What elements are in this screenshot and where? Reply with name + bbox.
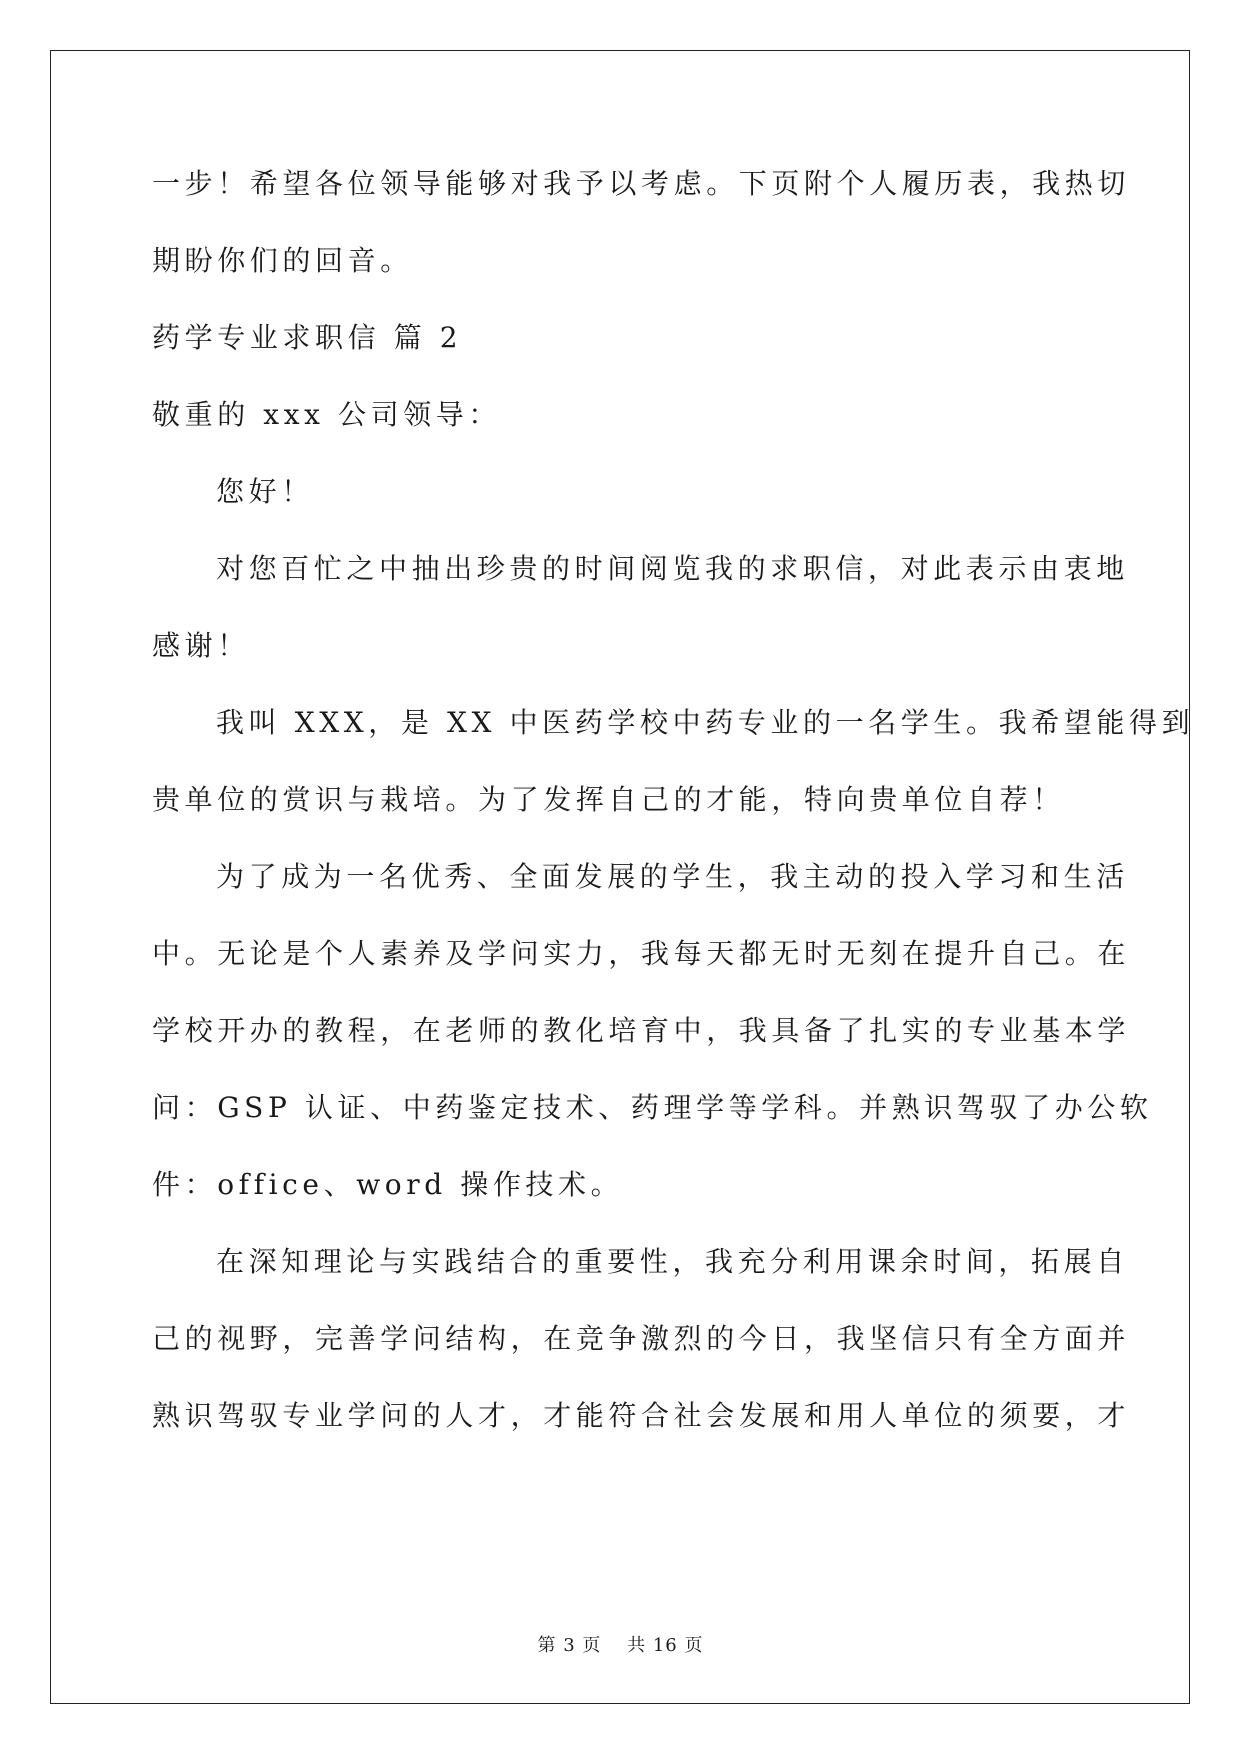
- text-line: 熟识驾驭专业学问的人才，才能符合社会发展和用人单位的须要，才: [152, 1399, 1131, 1432]
- text-line: 我叫 XXX，是 XX 中医药学校中药专业的一名学生。我希望能得到: [216, 706, 1195, 739]
- text-line: 学校开办的教程，在老师的教化培育中，我具备了扎实的专业基本学: [152, 1014, 1131, 1047]
- text-line: 期盼你们的回音。: [152, 244, 413, 277]
- text-line: 对您百忙之中抽出珍贵的时间阅览我的求职信，对此表示由衷地: [216, 552, 1129, 585]
- text-line: 己的视野，完善学问结构，在竞争激烈的今日，我坚信只有全方面并: [152, 1322, 1131, 1355]
- text-line: 在深知理论与实践结合的重要性，我充分利用课余时间，拓展自: [216, 1245, 1129, 1278]
- text-line: 贵单位的赏识与栽培。为了发挥自己的才能，特向贵单位自荐！: [152, 783, 1065, 816]
- text-line: 件：office、word 操作技术。: [152, 1168, 624, 1201]
- text-line: 中。无论是个人素养及学问实力，我每天都无时无刻在提升自己。在: [152, 937, 1131, 970]
- text-line: 感谢！: [152, 629, 250, 662]
- text-line: 一步！希望各位领导能够对我予以考虑。下页附个人履历表，我热切: [152, 167, 1131, 200]
- text-line: 为了成为一名优秀、全面发展的学生，我主动的投入学习和生活: [216, 860, 1129, 893]
- page-number-footer: 第 3 页 共 16 页: [537, 1635, 704, 1656]
- salutation: 敬重的 xxx 公司领导：: [152, 398, 501, 431]
- text-line: 问：GSP 认证、中药鉴定技术、药理学等学科。并熟识驾驭了办公软: [152, 1091, 1153, 1124]
- section-heading: 药学专业求职信 篇 2: [152, 321, 463, 354]
- greeting: 您好！: [216, 475, 314, 508]
